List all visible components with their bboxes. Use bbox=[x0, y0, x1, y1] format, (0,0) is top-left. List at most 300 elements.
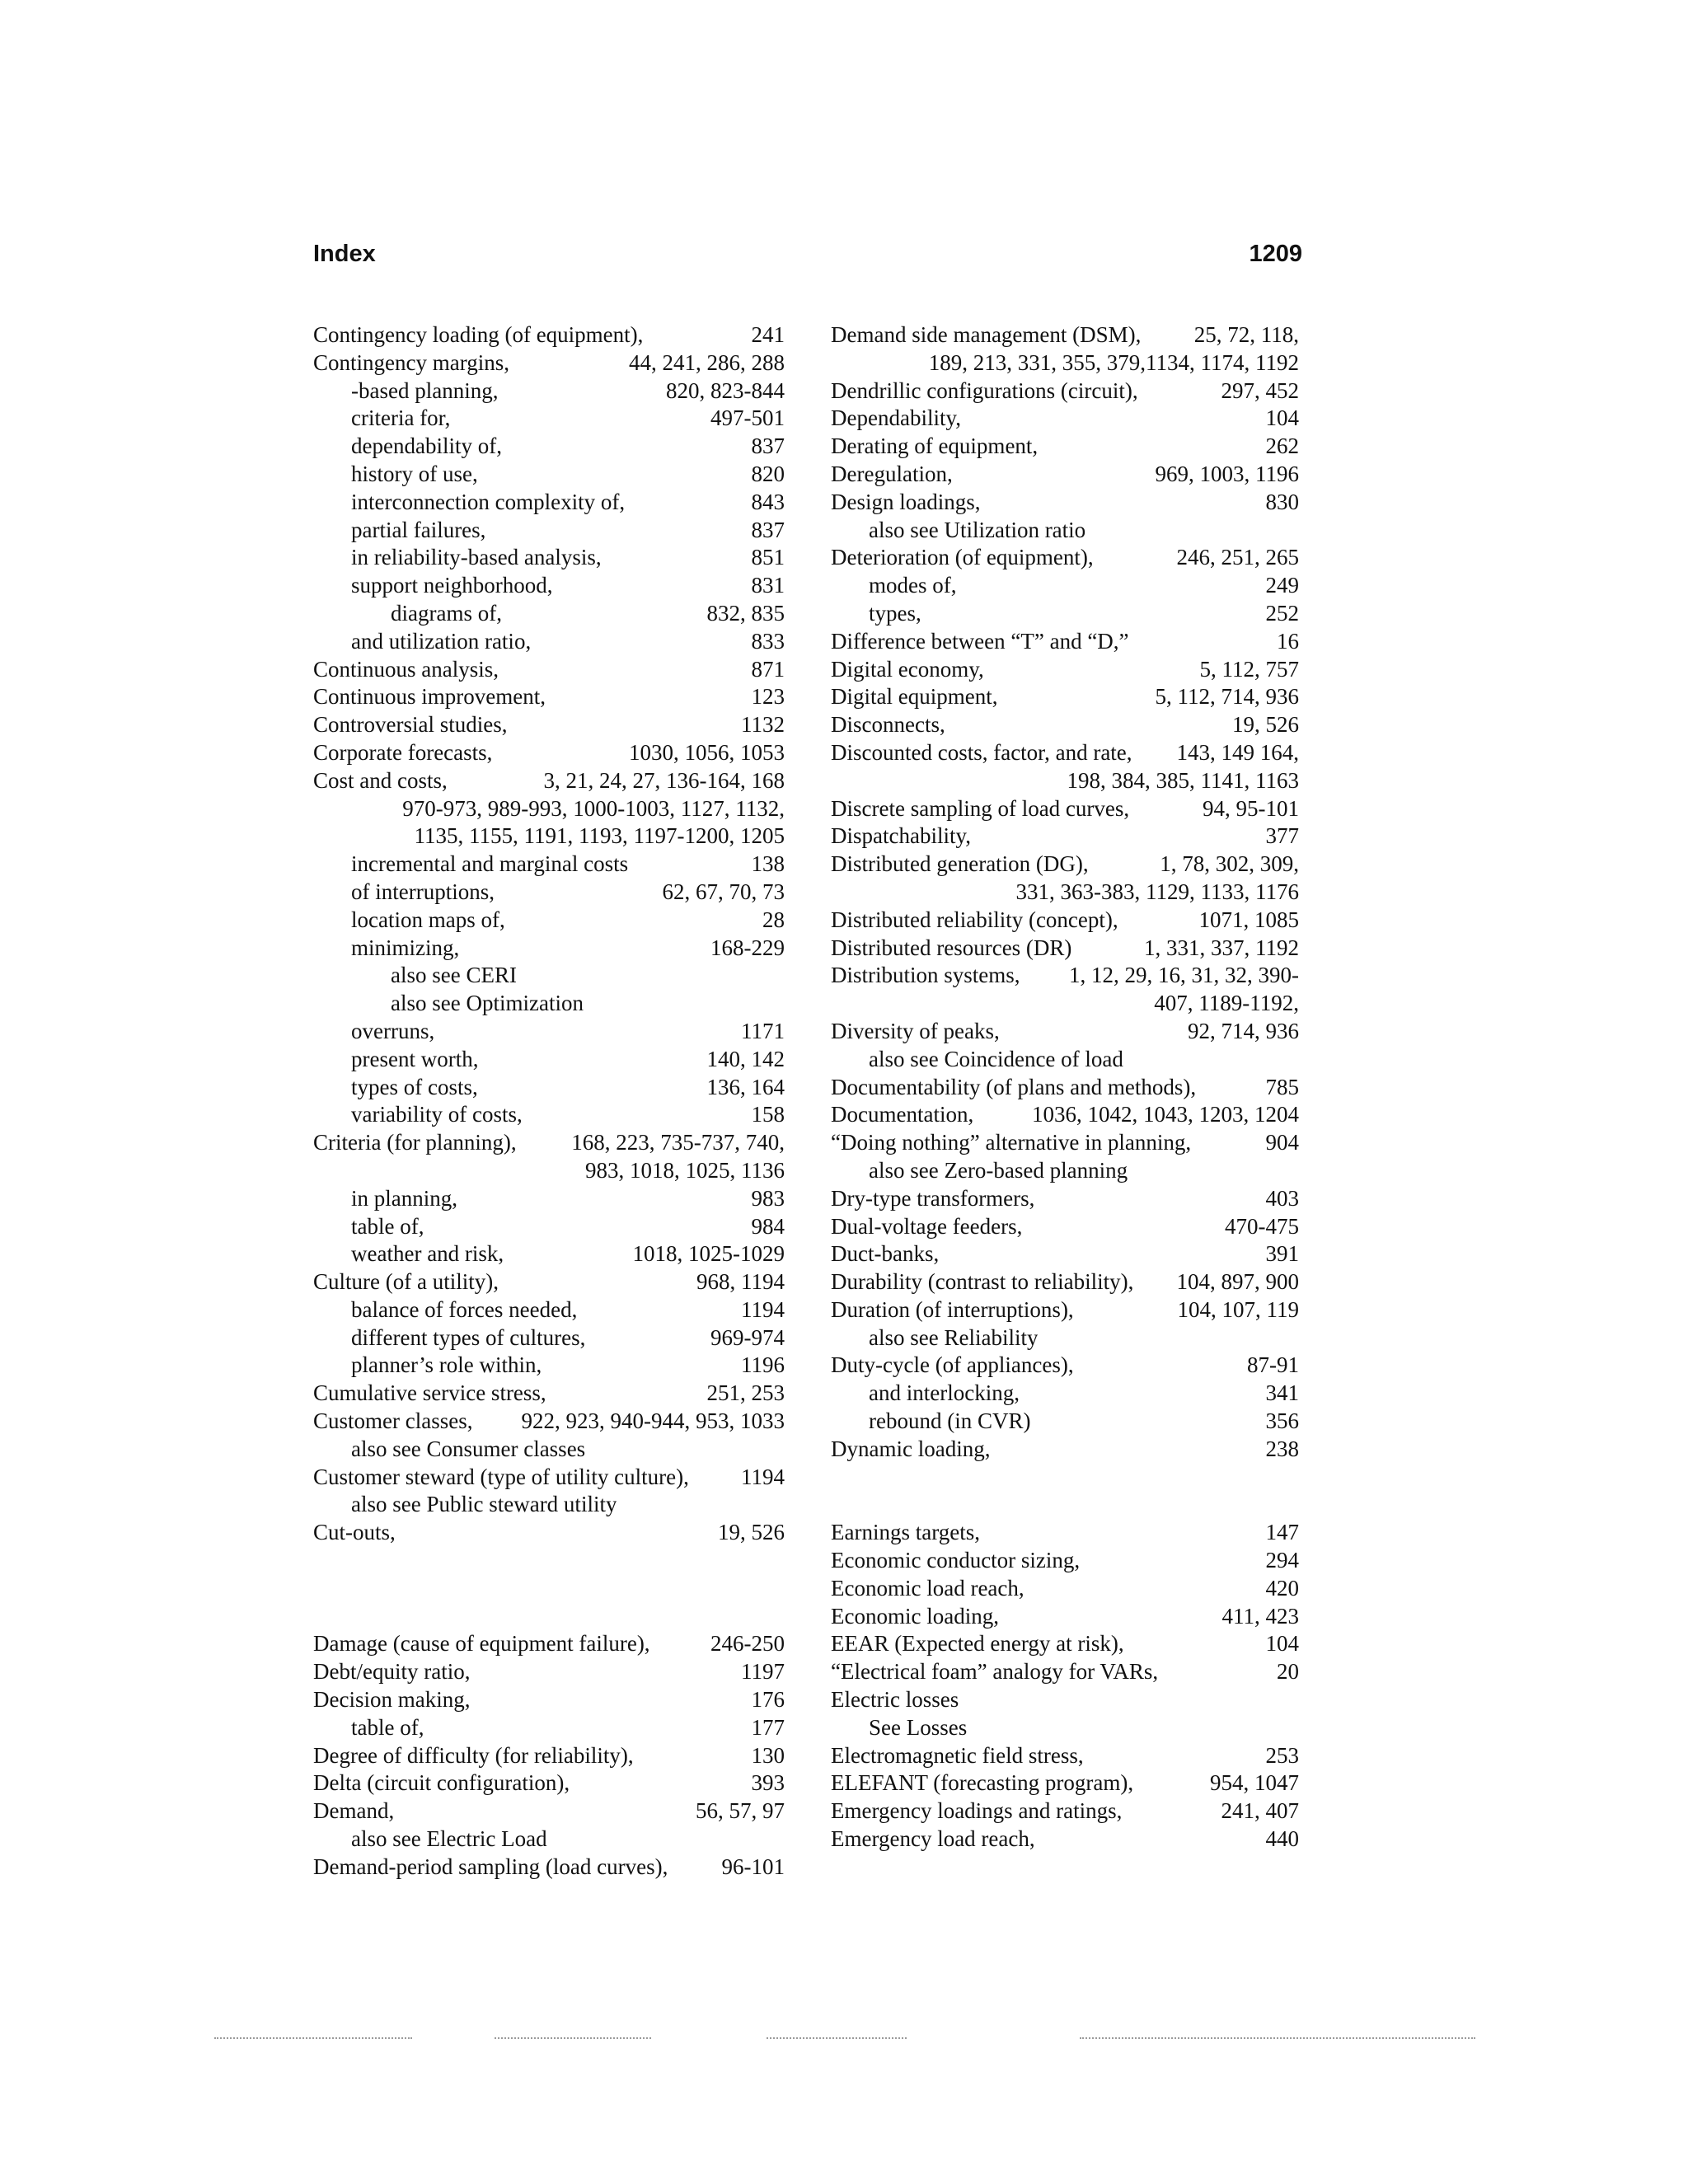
index-entry bbox=[313, 1491, 785, 1519]
index-entry bbox=[831, 656, 1299, 684]
index-term: Difference between “T” and “D,” bbox=[831, 628, 1129, 654]
index-entry bbox=[313, 1101, 785, 1129]
index-pages: 294 bbox=[1265, 1548, 1299, 1573]
index-term: balance of forces needed, bbox=[351, 1296, 578, 1322]
index-pages: 820, 823-844 bbox=[666, 377, 785, 403]
index-term: weather and risk, bbox=[351, 1241, 504, 1267]
index-term: also see Consumer classes bbox=[351, 1436, 586, 1461]
index-pages: 138 bbox=[751, 851, 785, 877]
index-pages: 356 bbox=[1265, 1408, 1299, 1434]
index-entry bbox=[831, 572, 1299, 600]
index-pages: 87-91 bbox=[1247, 1352, 1299, 1378]
index-pages: 1, 12, 29, 16, 31, 32, 390- bbox=[1069, 963, 1299, 988]
index-pages: 871 bbox=[751, 656, 785, 682]
index-entry bbox=[313, 461, 785, 489]
index-entry bbox=[831, 1074, 1299, 1102]
index-column-right bbox=[831, 321, 1299, 1854]
index-entry bbox=[831, 1825, 1299, 1854]
index-entry bbox=[313, 879, 785, 907]
index-term: Deterioration (of equipment), bbox=[831, 545, 1094, 570]
index-pages: 252 bbox=[1265, 600, 1299, 626]
index-term: criteria for, bbox=[351, 405, 451, 431]
index-pages: 104 bbox=[1265, 1631, 1299, 1657]
index-entry bbox=[313, 1408, 785, 1436]
index-term: types, bbox=[869, 600, 921, 626]
index-entry bbox=[831, 1352, 1299, 1380]
index-term: Electromagnetic field stress, bbox=[831, 1742, 1084, 1768]
index-term: Customer classes, bbox=[313, 1408, 473, 1434]
index-entry bbox=[313, 517, 785, 545]
index-entry bbox=[313, 1436, 785, 1464]
index-pages: 241, 407 bbox=[1221, 1798, 1299, 1824]
index-entry bbox=[831, 1380, 1299, 1408]
index-pages: 1197 bbox=[741, 1659, 785, 1685]
index-pages: 1171 bbox=[741, 1018, 785, 1043]
index-spacer bbox=[313, 1575, 785, 1603]
index-entry bbox=[313, 433, 785, 461]
index-entry bbox=[831, 1547, 1299, 1575]
index-term: Discounted costs, factor, and rate, bbox=[831, 739, 1132, 765]
index-pages: 16 bbox=[1277, 628, 1299, 654]
index-entry bbox=[831, 1101, 1299, 1129]
index-pages: 393 bbox=[751, 1770, 785, 1796]
index-term: Documentation, bbox=[831, 1102, 974, 1127]
index-term: minimizing, bbox=[351, 935, 460, 960]
index-entry bbox=[313, 711, 785, 739]
index-term: Documentability (of plans and methods), bbox=[831, 1074, 1197, 1099]
index-pages: 147 bbox=[1265, 1520, 1299, 1545]
index-pages: 440 bbox=[1265, 1826, 1299, 1852]
index-entry bbox=[313, 1686, 785, 1714]
index-spacer bbox=[831, 1464, 1299, 1492]
index-entry bbox=[313, 1769, 785, 1797]
index-entry bbox=[313, 739, 785, 767]
index-term: Demand, bbox=[313, 1798, 395, 1824]
index-term: Delta (circuit configuration), bbox=[313, 1770, 570, 1796]
index-pages: 56, 57, 97 bbox=[696, 1798, 785, 1824]
index-entry bbox=[313, 656, 785, 684]
index-pages: 104, 107, 119 bbox=[1177, 1296, 1299, 1322]
index-entry bbox=[313, 1213, 785, 1241]
index-term: overruns, bbox=[351, 1018, 435, 1043]
index-term: present worth, bbox=[351, 1046, 479, 1071]
index-term: See Losses bbox=[869, 1714, 968, 1740]
index-pages: 984 bbox=[751, 1213, 785, 1239]
index-term: also see Reliability bbox=[869, 1324, 1039, 1350]
index-entry bbox=[831, 1686, 1299, 1714]
index-pages: 341 bbox=[1265, 1380, 1299, 1406]
index-term: Dynamic loading, bbox=[831, 1436, 991, 1461]
index-pages: 851 bbox=[751, 545, 785, 570]
index-term: Disconnects, bbox=[831, 712, 945, 738]
index-pages: 253 bbox=[1265, 1742, 1299, 1768]
index-entry bbox=[313, 990, 785, 1018]
index-entry bbox=[831, 990, 1299, 1018]
index-term: also see CERI bbox=[391, 963, 517, 988]
index-entry bbox=[831, 683, 1299, 711]
index-pages: 168, 223, 735-737, 740, bbox=[571, 1130, 785, 1155]
index-pages: 1030, 1056, 1053 bbox=[629, 739, 785, 765]
index-entry bbox=[313, 1380, 785, 1408]
index-pages: 969, 1003, 1196 bbox=[1155, 461, 1299, 486]
index-term: Duct-banks, bbox=[831, 1241, 940, 1267]
index-entry bbox=[831, 851, 1299, 879]
index-pages: 837 bbox=[751, 434, 785, 459]
index-pages: 1036, 1042, 1043, 1203, 1204 bbox=[1032, 1102, 1299, 1127]
index-entry bbox=[313, 544, 785, 572]
scan-artifact-line bbox=[495, 2037, 651, 2039]
index-entry bbox=[313, 1046, 785, 1074]
index-spacer bbox=[313, 1603, 785, 1631]
index-entry bbox=[831, 1046, 1299, 1074]
index-term: ELEFANT (forecasting program), bbox=[831, 1770, 1134, 1796]
index-pages: 391 bbox=[1265, 1241, 1299, 1267]
index-entry bbox=[831, 795, 1299, 823]
index-entry bbox=[831, 1129, 1299, 1157]
index-entry bbox=[831, 1213, 1299, 1241]
index-entry bbox=[831, 1408, 1299, 1436]
running-header-title: Index bbox=[313, 241, 376, 267]
index-term: Dendrillic configurations (circuit), bbox=[831, 377, 1138, 403]
index-pages: 843 bbox=[751, 489, 785, 514]
index-pages: 251, 253 bbox=[706, 1380, 785, 1406]
index-pages: 92, 714, 936 bbox=[1188, 1018, 1299, 1043]
index-entry bbox=[831, 935, 1299, 963]
index-term: Contingency margins, bbox=[313, 349, 509, 375]
index-entry bbox=[313, 1324, 785, 1352]
index-term: Economic loading, bbox=[831, 1603, 999, 1629]
index-entry bbox=[313, 1742, 785, 1770]
index-term: Dry-type transformers, bbox=[831, 1185, 1035, 1211]
index-term: Criteria (for planning), bbox=[313, 1130, 517, 1155]
index-term: Contingency loading (of equipment), bbox=[313, 322, 644, 347]
index-term: history of use, bbox=[351, 461, 478, 486]
index-term: also see Electric Load bbox=[351, 1826, 547, 1852]
index-entry bbox=[831, 405, 1299, 433]
index-pages: 241 bbox=[751, 322, 785, 347]
index-pages: 28 bbox=[762, 907, 785, 932]
index-entry bbox=[313, 683, 785, 711]
index-term: Cumulative service stress, bbox=[313, 1380, 546, 1406]
index-term: different types of cultures, bbox=[351, 1324, 586, 1350]
index-pages: 123 bbox=[751, 684, 785, 710]
index-entry bbox=[313, 1185, 785, 1213]
index-term: rebound (in CVR) bbox=[869, 1408, 1031, 1434]
index-term: Duration (of interruptions), bbox=[831, 1296, 1074, 1322]
index-pages: 1135, 1155, 1191, 1193, 1197-1200, 1205 bbox=[414, 823, 785, 849]
index-entry bbox=[831, 517, 1299, 545]
index-entry bbox=[831, 600, 1299, 628]
index-term: Cut-outs, bbox=[313, 1520, 396, 1545]
index-term: planner’s role within, bbox=[351, 1352, 542, 1378]
index-pages: 1071, 1085 bbox=[1198, 907, 1299, 932]
index-term: Emergency loadings and ratings, bbox=[831, 1798, 1123, 1824]
index-pages: 331, 363-383, 1129, 1133, 1176 bbox=[1015, 879, 1299, 904]
index-entry bbox=[831, 711, 1299, 739]
index-pages: 3, 21, 24, 27, 136-164, 168 bbox=[543, 767, 785, 793]
index-entry bbox=[831, 1769, 1299, 1797]
index-entry bbox=[313, 377, 785, 405]
index-entry bbox=[313, 1074, 785, 1102]
index-pages: 954, 1047 bbox=[1210, 1770, 1299, 1796]
index-pages: 497-501 bbox=[710, 405, 785, 431]
index-pages: 136, 164 bbox=[706, 1074, 785, 1099]
index-term: interconnection complexity of, bbox=[351, 489, 626, 514]
index-pages: 1, 78, 302, 309, bbox=[1160, 851, 1299, 877]
index-entry bbox=[313, 489, 785, 517]
index-term: Emergency load reach, bbox=[831, 1826, 1035, 1852]
scan-artifact-line bbox=[214, 2037, 412, 2039]
index-pages: 1132 bbox=[741, 712, 785, 738]
index-pages: 44, 241, 286, 288 bbox=[629, 349, 785, 375]
index-entry bbox=[313, 1296, 785, 1324]
index-term: types of costs, bbox=[351, 1074, 478, 1099]
index-pages: 837 bbox=[751, 517, 785, 542]
index-entry bbox=[831, 1742, 1299, 1770]
page-number: 1209 bbox=[1249, 241, 1302, 267]
index-term: table of, bbox=[351, 1714, 424, 1740]
index-pages: 411, 423 bbox=[1221, 1603, 1299, 1629]
index-term: Debt/equity ratio, bbox=[313, 1659, 471, 1685]
index-entry bbox=[313, 795, 785, 823]
scan-artifact-line bbox=[1080, 2037, 1475, 2039]
index-entry bbox=[831, 461, 1299, 489]
index-term: also see Coincidence of load bbox=[869, 1046, 1123, 1071]
index-pages: 1194 bbox=[741, 1296, 785, 1322]
index-term: Distributed reliability (concept), bbox=[831, 907, 1118, 932]
index-entry bbox=[313, 405, 785, 433]
index-spacer bbox=[313, 1547, 785, 1575]
index-entry bbox=[313, 1464, 785, 1492]
index-entry bbox=[313, 1240, 785, 1268]
index-term: also see Utilization ratio bbox=[869, 517, 1086, 542]
index-pages: 904 bbox=[1265, 1130, 1299, 1155]
index-term: “Doing nothing” alternative in planning, bbox=[831, 1130, 1192, 1155]
index-term: Digital economy, bbox=[831, 656, 984, 682]
index-entry bbox=[831, 628, 1299, 656]
index-pages: 831 bbox=[751, 573, 785, 598]
index-term: in reliability-based analysis, bbox=[351, 545, 602, 570]
index-pages: 19, 526 bbox=[718, 1520, 785, 1545]
index-entry bbox=[313, 823, 785, 851]
index-term: Dependability, bbox=[831, 405, 961, 431]
index-pages: 377 bbox=[1265, 823, 1299, 849]
index-pages: 94, 95-101 bbox=[1203, 795, 1299, 821]
index-entry bbox=[831, 1436, 1299, 1464]
index-entry bbox=[831, 739, 1299, 767]
index-term: and utilization ratio, bbox=[351, 628, 532, 654]
index-term: Corporate forecasts, bbox=[313, 739, 493, 765]
index-pages: 403 bbox=[1265, 1185, 1299, 1211]
index-spacer bbox=[831, 1491, 1299, 1519]
index-pages: 820 bbox=[751, 461, 785, 486]
index-pages: 1, 331, 337, 1192 bbox=[1144, 935, 1299, 960]
index-entry bbox=[831, 1575, 1299, 1603]
index-term: Degree of difficulty (for reliability), bbox=[313, 1742, 634, 1768]
index-entry bbox=[831, 544, 1299, 572]
index-entry bbox=[831, 1714, 1299, 1742]
index-entry bbox=[831, 1658, 1299, 1686]
index-entry bbox=[831, 1185, 1299, 1213]
index-pages: 1194 bbox=[741, 1464, 785, 1489]
index-pages: 189, 213, 331, 355, 379,1134, 1174, 1192 bbox=[928, 349, 1299, 375]
index-term: Demand side management (DSM), bbox=[831, 322, 1142, 347]
index-term: in planning, bbox=[351, 1185, 457, 1211]
index-term: Distributed resources (DR) bbox=[831, 935, 1072, 960]
index-pages: 158 bbox=[751, 1102, 785, 1127]
index-term: Damage (cause of equipment failure), bbox=[313, 1631, 650, 1657]
index-entry bbox=[313, 935, 785, 963]
index-pages: 5, 112, 757 bbox=[1199, 656, 1299, 682]
index-term: dependability of, bbox=[351, 434, 502, 459]
index-term: support neighborhood, bbox=[351, 573, 553, 598]
index-entry bbox=[831, 1157, 1299, 1185]
index-entry bbox=[313, 1268, 785, 1296]
index-pages: 407, 1189-1192, bbox=[1154, 991, 1299, 1016]
index-term: Controversial studies, bbox=[313, 712, 508, 738]
index-term: Economic load reach, bbox=[831, 1575, 1025, 1601]
index-pages: 970-973, 989-993, 1000-1003, 1127, 1132, bbox=[402, 795, 785, 821]
index-pages: 19, 526 bbox=[1232, 712, 1299, 738]
index-term: Digital equipment, bbox=[831, 684, 998, 710]
index-term: Design loadings, bbox=[831, 489, 981, 514]
index-entry bbox=[313, 767, 785, 795]
index-entry bbox=[831, 823, 1299, 851]
index-pages: 140, 142 bbox=[706, 1046, 785, 1071]
index-entry bbox=[831, 879, 1299, 907]
index-term: Dispatchability, bbox=[831, 823, 971, 849]
index-entry bbox=[313, 1519, 785, 1547]
index-pages: 1196 bbox=[741, 1352, 785, 1378]
index-entry bbox=[831, 907, 1299, 935]
index-entry bbox=[313, 1658, 785, 1686]
index-term: also see Zero-based planning bbox=[869, 1157, 1128, 1183]
index-entry bbox=[831, 767, 1299, 795]
index-pages: 62, 67, 70, 73 bbox=[662, 879, 785, 904]
index-entry bbox=[313, 1630, 785, 1658]
index-entry bbox=[313, 1825, 785, 1854]
index-entry bbox=[831, 1630, 1299, 1658]
index-entry bbox=[831, 433, 1299, 461]
index-pages: 198, 384, 385, 1141, 1163 bbox=[1067, 767, 1299, 793]
index-column-left bbox=[313, 321, 785, 1882]
index-entry bbox=[831, 1240, 1299, 1268]
index-pages: 246, 251, 265 bbox=[1176, 545, 1299, 570]
index-term: of interruptions, bbox=[351, 879, 495, 904]
index-term: partial failures, bbox=[351, 517, 486, 542]
index-entry bbox=[831, 321, 1299, 349]
index-term: location maps of, bbox=[351, 907, 505, 932]
index-term: Demand-period sampling (load curves), bbox=[313, 1854, 668, 1879]
index-term: variability of costs, bbox=[351, 1102, 523, 1127]
index-entry bbox=[831, 1268, 1299, 1296]
index-pages: 176 bbox=[751, 1687, 785, 1713]
index-term: Dual-voltage feeders, bbox=[831, 1213, 1023, 1239]
index-pages: 238 bbox=[1265, 1436, 1299, 1461]
index-term: diagrams of, bbox=[391, 600, 502, 626]
index-term: “Electrical foam” analogy for VARs, bbox=[831, 1659, 1159, 1685]
index-term: Diversity of peaks, bbox=[831, 1018, 1000, 1043]
index-entry bbox=[831, 962, 1299, 990]
index-pages: 785 bbox=[1265, 1074, 1299, 1099]
index-term: table of, bbox=[351, 1213, 424, 1239]
index-entry bbox=[831, 1018, 1299, 1046]
index-entry bbox=[313, 628, 785, 656]
index-term: also see Public steward utility bbox=[351, 1492, 617, 1517]
index-pages: 249 bbox=[1265, 573, 1299, 598]
index-entry bbox=[831, 1519, 1299, 1547]
index-term: modes of, bbox=[869, 573, 957, 598]
index-term: and interlocking, bbox=[869, 1380, 1020, 1406]
index-entry bbox=[831, 1603, 1299, 1631]
index-pages: 1018, 1025-1029 bbox=[632, 1241, 785, 1267]
index-pages: 830 bbox=[1265, 489, 1299, 514]
index-entry bbox=[313, 1797, 785, 1825]
index-pages: 5, 112, 714, 936 bbox=[1155, 684, 1299, 710]
scan-artifact-line bbox=[767, 2037, 907, 2039]
index-term: Continuous analysis, bbox=[313, 656, 499, 682]
index-term: Decision making, bbox=[313, 1687, 471, 1713]
index-entry bbox=[831, 489, 1299, 517]
index-pages: 20 bbox=[1277, 1659, 1299, 1685]
index-term: EEAR (Expected energy at risk), bbox=[831, 1631, 1124, 1657]
index-term: Distribution systems, bbox=[831, 963, 1020, 988]
index-term: Culture (of a utility), bbox=[313, 1269, 499, 1295]
index-entry bbox=[313, 1854, 785, 1882]
index-pages: 833 bbox=[751, 628, 785, 654]
index-pages: 104 bbox=[1265, 405, 1299, 431]
index-entry bbox=[831, 1324, 1299, 1352]
index-pages: 143, 149 164, bbox=[1176, 739, 1299, 765]
index-entry bbox=[313, 962, 785, 990]
index-term: Deregulation, bbox=[831, 461, 953, 486]
index-pages: 968, 1194 bbox=[696, 1269, 785, 1295]
index-entry bbox=[313, 321, 785, 349]
index-term: Distributed generation (DG), bbox=[831, 851, 1089, 877]
index-entry bbox=[313, 851, 785, 879]
index-entry bbox=[313, 1018, 785, 1046]
index-term: Durability (contrast to reliability), bbox=[831, 1269, 1134, 1295]
index-entry bbox=[831, 349, 1299, 377]
index-pages: 470-475 bbox=[1225, 1213, 1299, 1239]
index-term: Earnings targets, bbox=[831, 1520, 980, 1545]
index-pages: 420 bbox=[1265, 1575, 1299, 1601]
index-term: -based planning, bbox=[351, 377, 499, 403]
index-term: Cost and costs, bbox=[313, 767, 448, 793]
index-term: Derating of equipment, bbox=[831, 434, 1039, 459]
index-entry bbox=[313, 907, 785, 935]
index-term: Discrete sampling of load curves, bbox=[831, 795, 1130, 821]
index-term: Electric losses bbox=[831, 1687, 959, 1713]
index-entry bbox=[831, 1296, 1299, 1324]
index-pages: 983 bbox=[751, 1185, 785, 1211]
index-pages: 168-229 bbox=[710, 935, 785, 960]
index-entry bbox=[313, 572, 785, 600]
index-entry bbox=[313, 1714, 785, 1742]
index-term: Duty-cycle (of appliances), bbox=[831, 1352, 1074, 1378]
index-pages: 262 bbox=[1265, 434, 1299, 459]
index-term: Economic conductor sizing, bbox=[831, 1548, 1081, 1573]
index-entry bbox=[831, 377, 1299, 405]
index-pages: 130 bbox=[751, 1742, 785, 1768]
index-entry bbox=[313, 600, 785, 628]
index-pages: 96-101 bbox=[721, 1854, 785, 1879]
index-pages: 922, 923, 940-944, 953, 1033 bbox=[521, 1408, 785, 1434]
index-pages: 832, 835 bbox=[706, 600, 785, 626]
index-term: also see Optimization bbox=[391, 991, 584, 1016]
index-pages: 177 bbox=[751, 1714, 785, 1740]
index-term: Customer steward (type of utility culture), bbox=[313, 1464, 689, 1489]
